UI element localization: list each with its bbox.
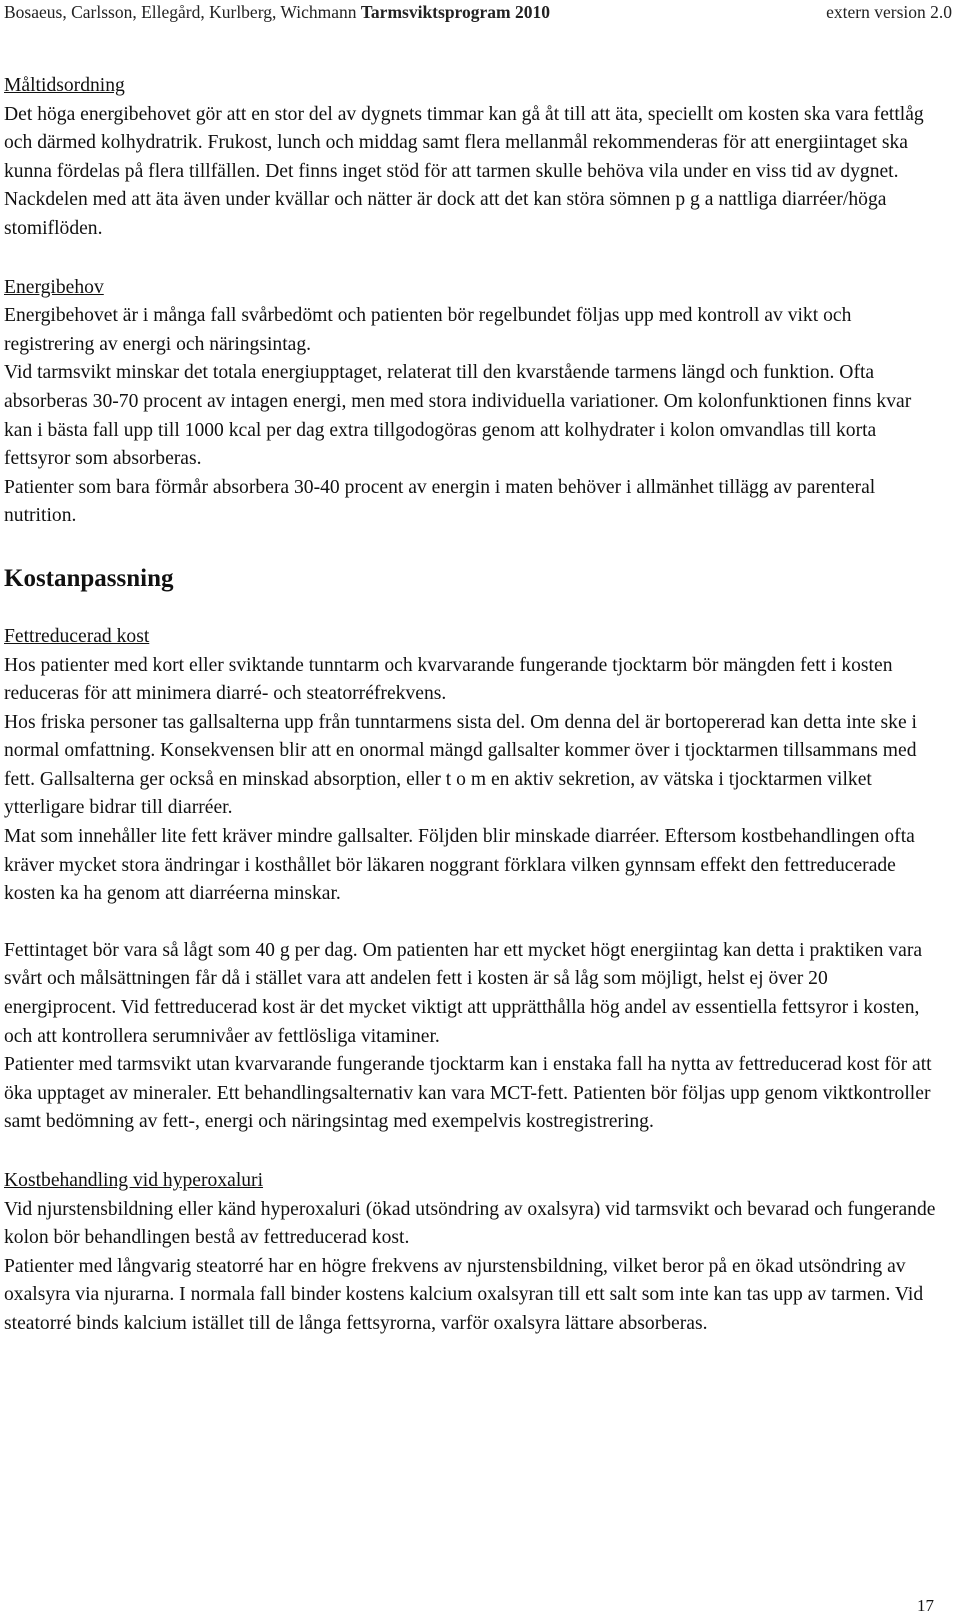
paragraph: Vid njurstensbildning eller känd hyperoxaluri (ökad utsöndring av oxalsyra) vid tarmsvikt och bevarad och fungerande kolon bör behandlingen bestå av fettreducerad kost. — [4, 1198, 936, 1249]
section-heading: Kostbehandling vid hyperoxaluri — [4, 1170, 264, 1191]
section-fettreducerad-kost — [4, 623, 944, 1137]
paragraph: Hos patienter med kort eller sviktande tunntarm och kvarvarande fungerande tjocktarm bör mängden fett i kosten reduceras för att minimera diarré- och steatorréfrekvens. — [4, 654, 893, 705]
header-left — [4, 2, 550, 23]
header-authors: Bosaeus, Carlsson, Ellegård, Kurlberg, Wichmann — [4, 2, 357, 22]
paragraph: Patienter som bara förmår absorbera 30-40 procent av energin i maten behöver i allmänhet tillägg av parenteral nutrition. — [4, 476, 876, 527]
paragraph: Energibehovet är i många fall svårbedömt och patienten bör regelbundet följas upp med kontroll av vikt och registrering av energi och näringsintag. — [4, 305, 852, 355]
page-header — [4, 0, 952, 26]
paragraph: Hos friska personer tas gallsalterna upp från tunntarmens sista del. Om denna del är bortopererad kan detta inte ske i normal omfattning. Konsekvensen blir att en onormal mängd gallsalter kommer över i tjocktarmen tillsammans med fett. Gallsalterna ger också en minskad absorption, eller t o m en aktiv sekretion, av vätska i tjocktarmen vilket ytterligare bidrar till diarréer. — [4, 711, 917, 819]
paragraph: Det höga energibehovet gör att en stor del av dygnets timmar kan gå åt till att äta, speciellt om kosten ska vara fettlåg och därmed kolhydratrik. Frukost, lunch och middag samt flera mellanmål rekommenderas för att energiintaget ska kunna fördelas på flera tillfällen. Det finns inget stöd för att tarmen skulle behöva vila under en viss tid av dygnet. Nackdelen med att äta även under kvällar och nätter är dock att det kan störa sömnen p g a nattliga diarréer/höga stomiflöden. — [4, 103, 924, 239]
section-maltidsordning — [4, 72, 944, 244]
header-version: extern version 2.0 — [826, 2, 952, 22]
section-hyperoxaluri — [4, 1167, 944, 1339]
section-heading: Energibehov — [4, 276, 104, 298]
page-number: 17 — [917, 1596, 934, 1615]
paragraph-gap — [4, 909, 944, 937]
paragraph: Patienter med tarmsvikt utan kvarvarande fungerande tjocktarm kan i enstaka fall ha nytta av fettreducerad kost för att öka upptaget av mineraler. Ett behandlingsalternativ kan vara MCT-fett. Patienten bör följas upp genom viktkontroller samt bedömning av fett-, energi och näringsintag med exempelvis kostregistrering. — [4, 1054, 932, 1133]
main-heading-kostanpassning: Kostanpassning — [4, 564, 174, 592]
paragraph: Patienter med långvarig steatorré har en högre frekvens av njurstensbildning, vilket beror på en ökad utsöndring av oxalsyra via njurarna. I normala fall binder kostens kalcium oxalsyran till ett salt som inte kan tas upp av tarmen. Vid steatorré binds kalcium istället till de långa fettsyrorna, varför oxalsyra lättare absorberas. — [4, 1255, 924, 1334]
paragraph: Vid tarmsvikt minskar det totala energiupptaget, relaterat till den kvarstående tarmens längd och funktion. Ofta absorberas 30-70 procent av intagen energi, men med stora individuella variationer. Om kolonfunktionen finns kvar kan i bästa fall upp till 1000 kcal per dag extra tillgodogöras genom att kolhydrater i kolon omvandlas till korta fettsyror som absorberas. — [4, 362, 912, 470]
paragraph: Fettintaget bör vara så lågt som 40 g per dag. Om patienten har ett mycket högt energiintag kan detta i praktiken vara svårt och målsättningen får då i stället vara att andelen fett i kosten är så låg som möjligt, helst ej över 20 energiprocent. Vid fettreducerad kost är det mycket viktigt att upprätthålla hög andel av essentiella fettsyror i kosten, och att kontrollera serumnivåer av fettlösliga vitaminer. — [4, 939, 923, 1047]
header-title: Tarmsviktsprogram 2010 — [360, 2, 550, 22]
page-content — [4, 72, 944, 1369]
section-heading: Måltidsordning — [4, 75, 125, 96]
paragraph: Mat som innehåller lite fett kräver mindre gallsalter. Följden blir minskade diarréer. Eftersom kostbehandlingen ofta kräver mycket stora ändringar i kosthållet bör läkaren noggrant förklara vilken gynnsam effekt den fettreducerade kosten ka ha genom att diarréerna minskar. — [4, 826, 915, 905]
section-energibehov — [4, 274, 944, 531]
section-heading: Fettreducerad kost — [4, 625, 150, 647]
